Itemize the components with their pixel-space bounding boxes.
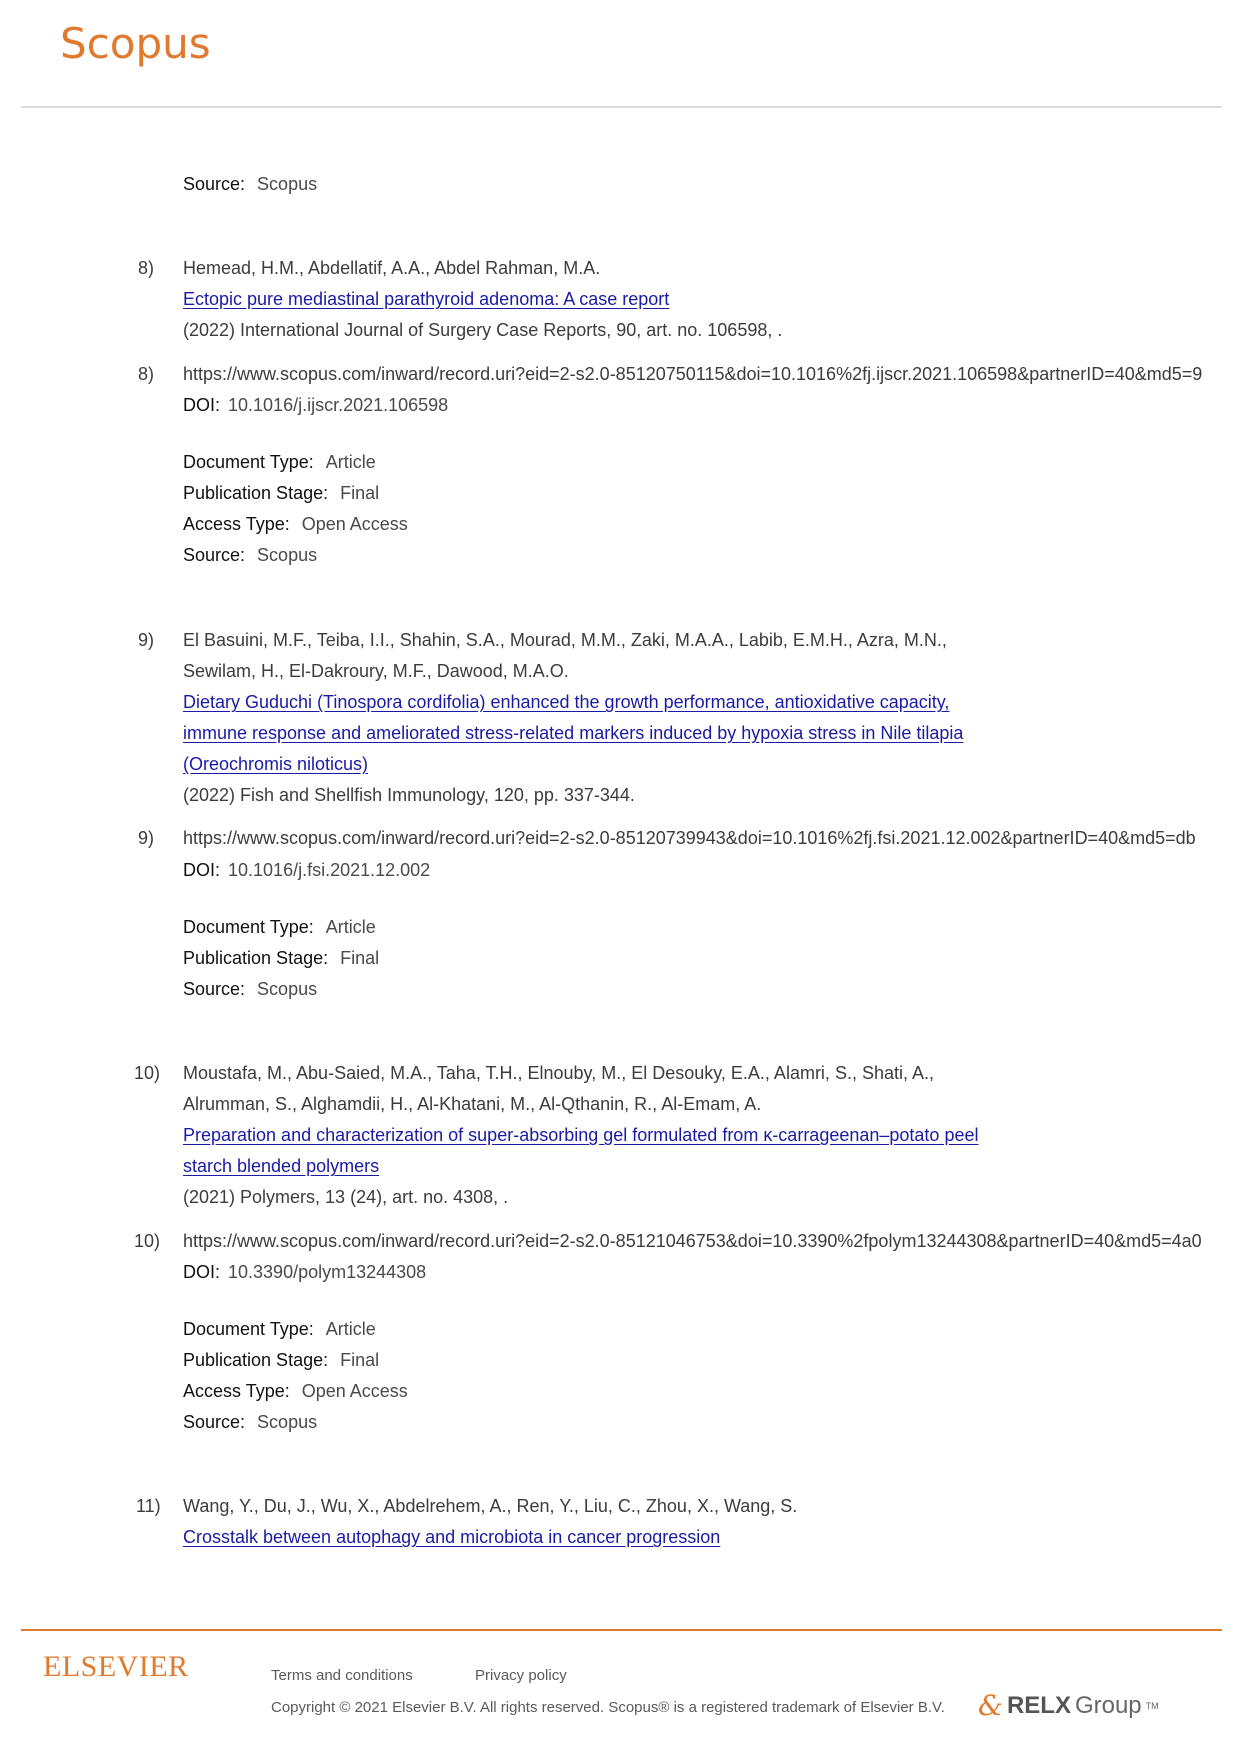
doi-label: DOI:	[183, 395, 221, 415]
relx-group-logo[interactable]	[978, 1689, 1159, 1722]
meta-value: Open Access	[301, 514, 408, 534]
entry-authors: Moustafa, M., Abu-Saied, M.A., Taha, T.H., Elnouby, M., El Desouky, E.A., Alamri, S., Shati, A.,	[183, 1063, 934, 1083]
entry-authors: Hemead, H.M., Abdellatif, A.A., Abdel Rahman, M.A.	[183, 258, 601, 278]
entry-authors: Wang, Y., Du, J., Wu, X., Abdelrehem, A., Ren, Y., Liu, C., Zhou, X., Wang, S.	[183, 1496, 798, 1516]
entry-doi	[183, 1261, 426, 1283]
title-link-line[interactable]: Dietary Guduchi (Tinospora cordifolia) enhanced the growth performance, antioxidative capacity,	[183, 692, 950, 712]
meta-value: Final	[340, 1350, 380, 1370]
meta-label: Source:	[183, 979, 246, 999]
meta-row-source	[183, 1411, 317, 1433]
entry-authors: Alrumman, S., Alghamdii, H., Al-Khatani, M., Al-Qthanin, R., Al-Emam, A.	[183, 1094, 762, 1114]
meta-row-document-type	[183, 1318, 376, 1340]
entry-number: 9)	[138, 630, 155, 650]
doi-label: DOI:	[183, 1262, 221, 1282]
doi-value: 10.1016/j.ijscr.2021.106598	[228, 395, 449, 415]
entry-authors: El Basuini, M.F., Teiba, I.I., Shahin, S.A., Mourad, M.M., Zaki, M.A.A., Labib, E.M.H., Azra, M.N.,	[183, 630, 947, 650]
meta-row-document-type	[183, 916, 376, 938]
entry-citation: (2022) International Journal of Surgery Case Reports, 90, art. no. 106598, .	[183, 320, 783, 340]
meta-row-document-type	[183, 451, 376, 473]
entry-number: 11)	[136, 1496, 161, 1516]
relx-group-word: Group	[1074, 1691, 1142, 1719]
meta-value: Final	[340, 483, 380, 503]
meta-label: Source:	[183, 545, 246, 565]
copyright-text: Copyright © 2021 Elsevier B.V. All rights reserved. Scopus® is a registered trademark of Elsevier B.V.	[271, 1699, 945, 1716]
title-link-line[interactable]: Ectopic pure mediastinal parathyroid adenoma: A case report	[183, 289, 670, 309]
header-divider	[21, 106, 1222, 108]
meta-label: Access Type:	[183, 514, 290, 534]
entry-title-link[interactable]	[183, 753, 368, 775]
meta-label: Document Type:	[183, 452, 314, 472]
meta-value: Article	[325, 452, 376, 472]
entry-doi	[183, 859, 430, 881]
entry-url-number: 10)	[134, 1231, 161, 1251]
meta-row-access-type	[183, 1380, 408, 1402]
meta-label: Publication Stage:	[183, 1350, 329, 1370]
privacy-link[interactable]: Privacy policy	[475, 1667, 567, 1684]
entry-url[interactable]: https://www.scopus.com/inward/record.uri?eid=2-s2.0-85121046753&doi=10.3390%2fpolym13244308&partnerID=40&md5=4a0	[183, 1231, 1202, 1251]
entry-url-number: 9)	[138, 828, 155, 848]
meta-label: Source:	[183, 174, 246, 194]
entry-url[interactable]: https://www.scopus.com/inward/record.uri?eid=2-s2.0-85120750115&doi=10.1016%2fj.ijscr.2021.106598&partnerID=40&md5=9	[183, 364, 1203, 384]
meta-value: Scopus	[257, 545, 318, 565]
trademark-symbol: TM	[1145, 1700, 1159, 1711]
meta-value: Scopus	[257, 979, 318, 999]
meta-label: Document Type:	[183, 917, 314, 937]
meta-value: Article	[325, 917, 376, 937]
meta-row-publication-stage	[183, 1349, 379, 1371]
entry-url-number: 8)	[138, 364, 155, 384]
entry-number: 10)	[134, 1063, 161, 1083]
entry-title-link[interactable]	[183, 691, 949, 713]
meta-value: Scopus	[257, 174, 318, 194]
meta-label: Publication Stage:	[183, 483, 329, 503]
entry-title-link[interactable]	[183, 1526, 720, 1548]
doi-value: 10.1016/j.fsi.2021.12.002	[228, 860, 431, 880]
meta-row-publication-stage	[183, 947, 379, 969]
meta-value: Final	[340, 948, 380, 968]
meta-row-source	[183, 173, 317, 195]
meta-label: Document Type:	[183, 1319, 314, 1339]
entry-citation: (2021) Polymers, 13 (24), art. no. 4308, .	[183, 1187, 509, 1207]
entry-number: 8)	[138, 258, 155, 278]
meta-value: Article	[325, 1319, 376, 1339]
scopus-logo[interactable]: Scopus	[60, 19, 211, 68]
entry-citation: (2022) Fish and Shellfish Immunology, 120, pp. 337-344.	[183, 785, 635, 805]
entry-doi	[183, 394, 448, 416]
meta-row-source	[183, 544, 317, 566]
meta-row-access-type	[183, 513, 408, 535]
title-link-line[interactable]: (Oreochromis niloticus)	[183, 754, 369, 774]
doi-value: 10.3390/polym13244308	[228, 1262, 427, 1282]
meta-value: Open Access	[301, 1381, 408, 1401]
meta-row-publication-stage	[183, 482, 379, 504]
entry-title-link[interactable]	[183, 288, 669, 310]
entry-authors: Sewilam, H., El-Dakroury, M.F., Dawood, M.A.O.	[183, 661, 569, 681]
meta-label: Publication Stage:	[183, 948, 329, 968]
meta-value: Scopus	[257, 1412, 318, 1432]
relx-mark-icon: &	[978, 1689, 1003, 1722]
elsevier-logo[interactable]: ELSEVIER	[43, 1650, 189, 1683]
title-link-line[interactable]: Preparation and characterization of super-absorbing gel formulated from κ-carrageenan–potato peel	[183, 1125, 979, 1145]
entry-title-link[interactable]	[183, 1124, 978, 1146]
entry-title-link[interactable]	[183, 722, 963, 744]
meta-label: Access Type:	[183, 1381, 290, 1401]
entry-title-link[interactable]	[183, 1155, 379, 1177]
relx-wordmark: RELX	[1006, 1691, 1071, 1719]
title-link-line[interactable]: Crosstalk between autophagy and microbiota in cancer progression	[183, 1527, 721, 1547]
terms-link[interactable]: Terms and conditions	[271, 1667, 413, 1684]
meta-row-source	[183, 978, 317, 1000]
entry-url[interactable]: https://www.scopus.com/inward/record.uri?eid=2-s2.0-85120739943&doi=10.1016%2fj.fsi.2021.12.002&partnerID=40&md5=db	[183, 828, 1196, 848]
footer-divider	[21, 1629, 1222, 1631]
doi-label: DOI:	[183, 860, 221, 880]
title-link-line[interactable]: starch blended polymers	[183, 1156, 380, 1176]
title-link-line[interactable]: immune response and ameliorated stress-related markers induced by hypoxia stress in Nile tilapia	[183, 723, 964, 743]
meta-label: Source:	[183, 1412, 246, 1432]
